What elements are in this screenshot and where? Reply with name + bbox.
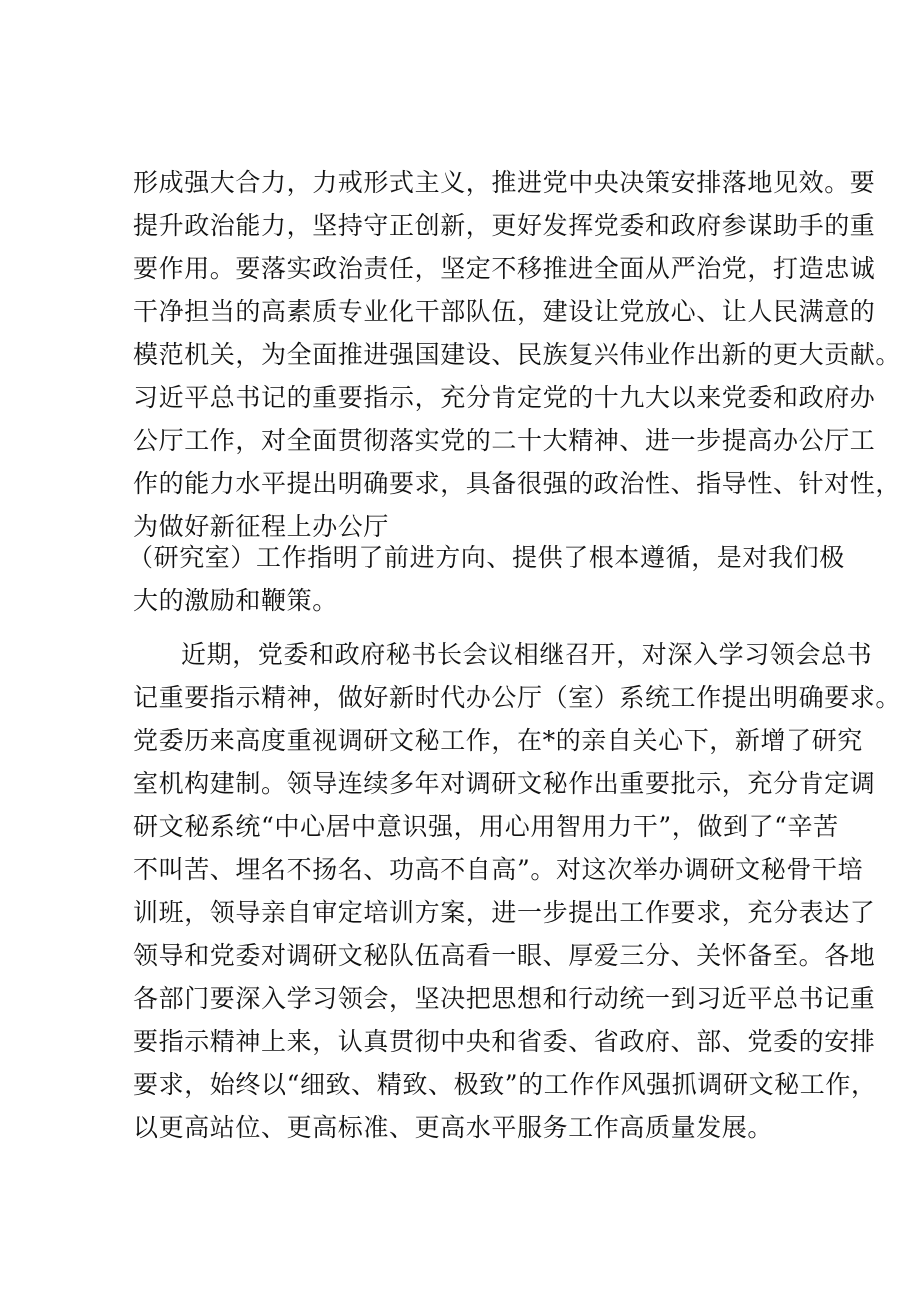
text-line-4: 干净担当的高素质专业化干部队伍，建设让党放心、让人民满意的 bbox=[133, 297, 876, 326]
text-line-1: 形成强大合力，力戒形式主义，推进党中央决策安排落地见效。要 bbox=[133, 168, 876, 197]
text-line-11: 大的激励和鞭策。 bbox=[133, 586, 338, 615]
text-line-6: 习近平总书记的重要指示，充分肯定党的十九大以来党委和政府办 bbox=[133, 383, 876, 412]
text-line-3: 要作用。要落实政治责任，坚定不移推进全面从严治党，打造忠诚 bbox=[133, 254, 876, 283]
text-line-22: 要求，始终以“细致、精致、极致”的工作作风强抓调研文秘工作， bbox=[133, 1070, 877, 1099]
text-line-10: （研究室）工作指明了前进方向、提供了根本遵循，是对我们极 bbox=[128, 543, 845, 572]
text-line-23: 以更高站位、更高标准、更高水平服务工作高质量发展。 bbox=[133, 1113, 774, 1142]
text-line-9: 为做好新征程上办公厅 bbox=[133, 512, 390, 541]
text-line-13: 记重要指示精神，做好新时代办公厅（室）系统工作提出明确要求。 bbox=[133, 683, 902, 712]
text-line-7: 公厅工作，对全面贯彻落实党的二十大精神、进一步提高办公厅工 bbox=[133, 426, 876, 455]
text-line-20: 各部门要深入学习领会，坚决把思想和行动统一到习近平总书记重 bbox=[133, 984, 876, 1013]
paragraph-2-first-line: 近期，党委和政府秘书长会议相继召开，对深入学习领会总书 bbox=[181, 640, 873, 669]
text-line-5: 模范机关，为全面推进强国建设、民族复兴伟业作出新的更大贡献。 bbox=[133, 340, 902, 369]
text-line-15: 室机构建制。领导连续多年对调研文秘作出重要批示，充分肯定调 bbox=[133, 769, 876, 798]
text-line-8: 作的能力水平提出明确要求，具备很强的政治性、指导性、针对性， bbox=[133, 469, 902, 498]
text-line-2: 提升政治能力，坚持守正创新，更好发挥党委和政府参谋助手的重 bbox=[133, 211, 876, 240]
text-line-17: 不叫苦、埋名不扬名、功高不自高”。对这次举办调研文秘骨干培 bbox=[133, 855, 864, 884]
text-line-21: 要指示精神上来，认真贯彻中央和省委、省政府、部、党委的安排 bbox=[133, 1027, 876, 1056]
text-line-19: 领导和党委对调研文秘队伍高看一眼、厚爱三分、关怀备至。各地 bbox=[133, 941, 876, 970]
text-line-14: 党委历来高度重视调研文秘工作，在*的亲自关心下，新增了研究 bbox=[133, 726, 863, 755]
text-line-18: 训班，领导亲自审定培训方案，进一步提出工作要求，充分表达了 bbox=[133, 898, 876, 927]
text-line-16: 研文秘系统“中心居中意识强，用心用智用力干”，做到了“辛苦 bbox=[133, 812, 839, 841]
